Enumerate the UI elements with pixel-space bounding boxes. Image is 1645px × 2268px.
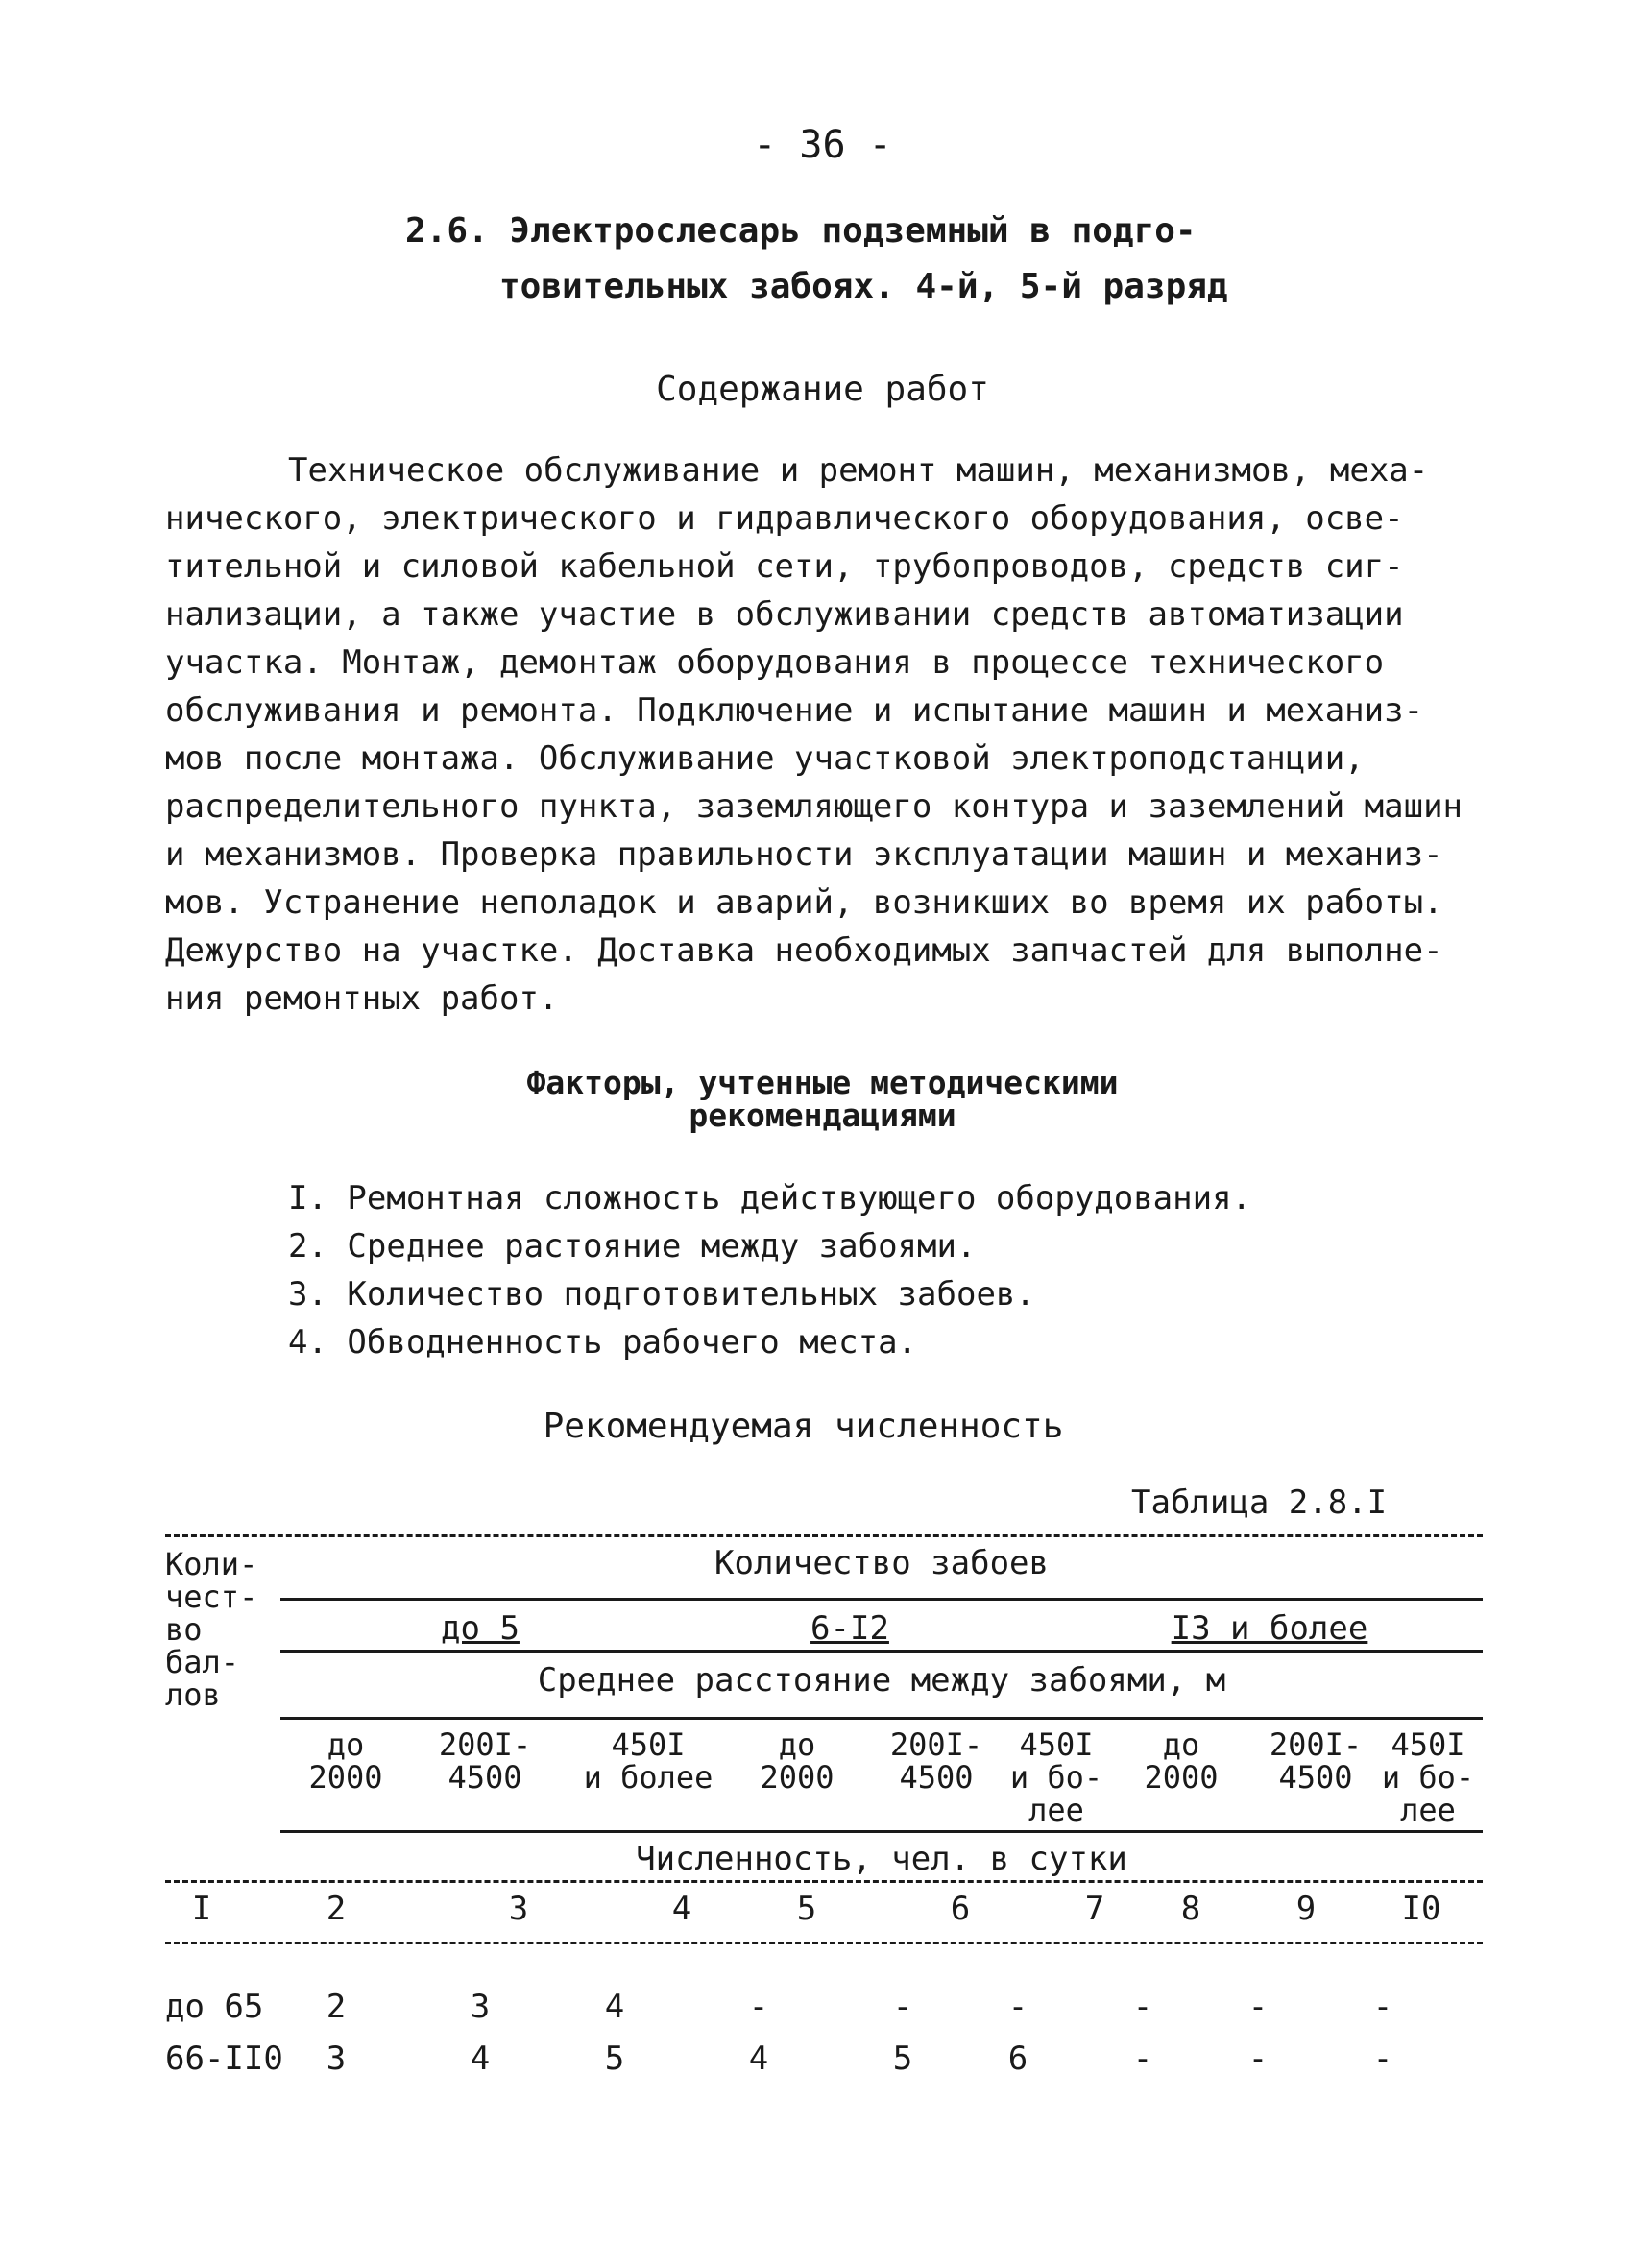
sub-col-9: 450I и бо- лее [1381, 1726, 1475, 1828]
col-number: 7 [1084, 1890, 1105, 1928]
group-up-to-5: до 5 [441, 1609, 520, 1648]
sub-columns-rule [280, 1830, 1483, 1833]
row-value: - [1372, 1988, 1393, 2026]
section-title-line-2: товительных забоях. 4-й, 5-й разряд [499, 267, 1228, 306]
row-value: 5 [604, 2039, 625, 2078]
row-value: 4 [470, 2039, 491, 2078]
sub-col-6: 450I и бо- лее [1009, 1726, 1103, 1828]
page-number: - 36 - [753, 123, 892, 167]
row-value: 6 [1007, 2039, 1028, 2078]
groups-rule [280, 1650, 1483, 1653]
factor-item: 4. Обводненность рабочего места. [288, 1323, 918, 1362]
group-rule [280, 1598, 1483, 1601]
body-line: и механизмов. Проверка правильности эксплуатации машин и механиз- [165, 835, 1443, 874]
table-top-rule [165, 1534, 1483, 1537]
body-line: Техническое обслуживание и ремонт машин, механизмов, меха- [288, 451, 1429, 490]
sub-col-5: 200I- 4500 [889, 1726, 983, 1796]
row-value: 3 [326, 2039, 347, 2078]
unit-header: Численность, чел. в сутки [636, 1840, 1127, 1878]
body-line: участка. Монтаж, демонтаж оборудования в процессе технического [165, 643, 1385, 682]
row-value: 2 [326, 1988, 347, 2026]
row-value: - [748, 1988, 769, 2026]
distance-rule [280, 1717, 1483, 1720]
factors-heading-line-1: Факторы, учтенные методическими [526, 1064, 1119, 1101]
row-value: - [1132, 2039, 1153, 2078]
table-caption: Таблица 2.8.I [1131, 1484, 1388, 1522]
group-13-plus: I3 и более [1171, 1609, 1368, 1648]
row-header-line: бал- [165, 1644, 240, 1680]
row-value: - [1007, 1988, 1028, 2026]
row-header-line: во [165, 1611, 203, 1648]
body-line: ния ремонтных работ. [165, 979, 559, 1018]
body-line: Дежурство на участке. Доставка необходимых запчастей для выполне- [165, 931, 1443, 970]
body-line: нализации, а также участие в обслуживании средств автоматизации [165, 595, 1404, 634]
section-title-line-1: 2.6. Электрослесарь подземный в подго- [405, 211, 1197, 251]
col-number: 2 [326, 1890, 347, 1928]
body-line: обслуживания и ремонта. Подключение и испытание машин и механиз- [165, 691, 1424, 730]
factor-item: 2. Среднее растояние между забоями. [288, 1227, 977, 1266]
sub-col-2: 200I- 4500 [438, 1726, 532, 1796]
content-heading: Содержание работ [656, 370, 989, 409]
col-number: 5 [796, 1890, 817, 1928]
row-value: - [1372, 2039, 1393, 2078]
row-value: - [1132, 1988, 1153, 2026]
sub-col-4: до 2000 [760, 1726, 835, 1796]
recommended-heading: Рекомендуемая численность [543, 1407, 1064, 1446]
row-label: 66-II0 [165, 2039, 283, 2078]
row-value: 3 [470, 1988, 491, 2026]
factors-heading-line-2: рекомендациями [689, 1097, 956, 1134]
col-number: 6 [950, 1890, 971, 1928]
sub-col-8: 200I- 4500 [1269, 1726, 1363, 1796]
col-number: 4 [671, 1890, 692, 1928]
row-value: - [1247, 2039, 1269, 2078]
row-value: 5 [892, 2039, 913, 2078]
row-value: 4 [604, 1988, 625, 2026]
sub-col-3: 450I и более [583, 1726, 714, 1796]
row-value: 4 [748, 2039, 769, 2078]
col-number: I [191, 1890, 212, 1928]
col-number: 9 [1295, 1890, 1317, 1928]
row-value: - [892, 1988, 913, 2026]
row-header-line: Коли- [165, 1546, 258, 1582]
row-label: до 65 [165, 1988, 264, 2026]
body-line: нического, электрического и гидравлического оборудования, осве- [165, 499, 1404, 538]
unit-rule [165, 1880, 1483, 1883]
row-header-line: чест- [165, 1579, 258, 1615]
header-bottom-rule [165, 1942, 1483, 1944]
group-6-12: 6-I2 [810, 1609, 889, 1648]
body-line: тительной и силовой кабельной сети, трубопроводов, средств сиг- [165, 547, 1404, 586]
distance-header: Среднее расстояние между забоями, м [537, 1661, 1226, 1700]
sub-col-1: до 2000 [308, 1726, 383, 1796]
body-line: мов после монтажа. Обслуживание участковой электроподстанции, [165, 739, 1365, 778]
body-line: распределительного пункта, заземляющего контура и заземлений машин [165, 787, 1464, 826]
group-header: Количество забоев [714, 1544, 1049, 1582]
row-header-line: лов [165, 1677, 221, 1713]
col-number: 3 [508, 1890, 529, 1928]
factor-item: 3. Количество подготовительных забоев. [288, 1275, 1035, 1314]
body-line: мов. Устранение неполадок и аварий, возникших во время их работы. [165, 883, 1443, 922]
factor-item: I. Ремонтная сложность действующего оборудования. [288, 1179, 1252, 1218]
col-number: 8 [1180, 1890, 1201, 1928]
row-value: - [1247, 1988, 1269, 2026]
col-number: I0 [1401, 1890, 1441, 1928]
sub-col-7: до 2000 [1144, 1726, 1219, 1796]
